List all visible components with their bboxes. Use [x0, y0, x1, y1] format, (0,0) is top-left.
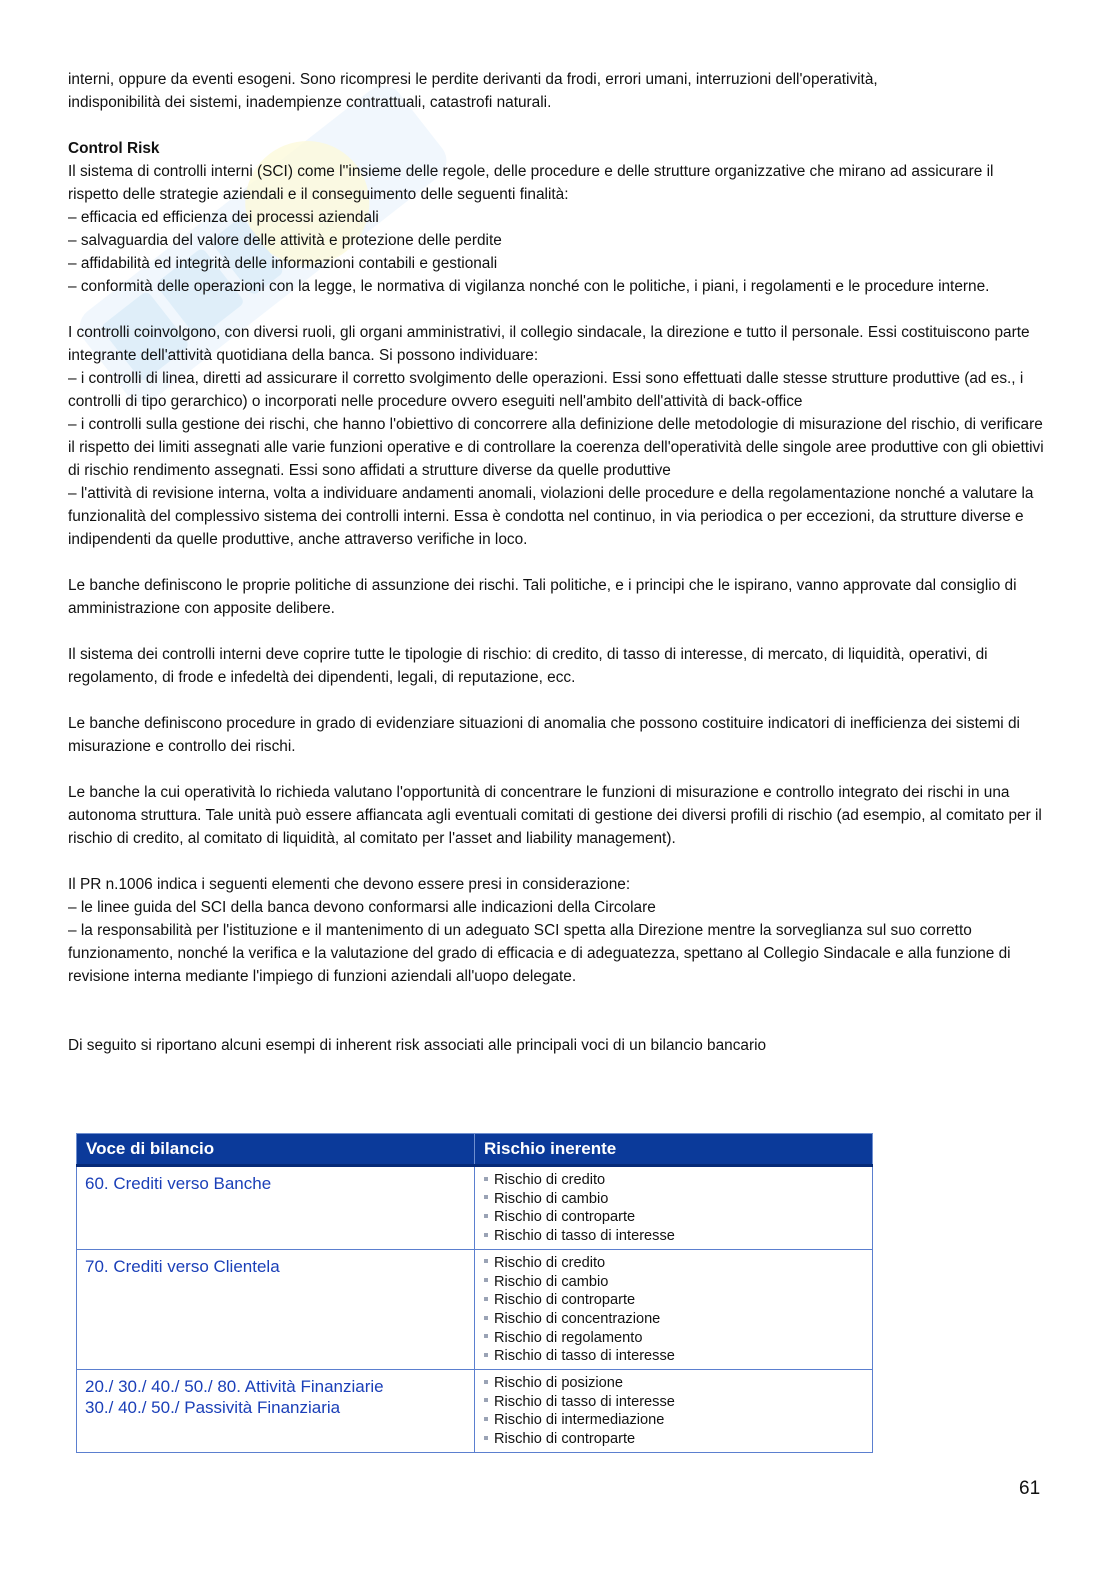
table-header-row — [77, 1134, 873, 1166]
paragraph: Il sistema di controlli interni (SCI) come l''insieme delle regole, delle procedure e delle strutture organizzative che mirano ad assicurare il rispetto delle strategie aziendali e il conseguimento delle seguenti finalità: — [68, 163, 994, 203]
risk-list — [483, 1374, 863, 1449]
voce-cell — [77, 1370, 475, 1453]
voce-label: 30./ 40./ 50./ Passività Finanziaria — [85, 1398, 341, 1418]
list-item: – i controlli sulla gestione dei rischi, che hanno l'obiettivo di concorrere alla definizione delle metodologie di misurazione del rischio, di verificare il rispetto dei limiti assegnati alle varie funzioni operative e di controllare la coerenza dell'operatività delle singole aree produttive con gli obiettivi di rischio rendimento assegnati. Essi sono affidati a strutture diverse da quelle produttive — [68, 416, 1044, 479]
paragraph: I controlli coinvolgono, con diversi ruoli, gli organi amministrativi, il collegio sindacale, la direzione e tutto il personale. Essi costituiscono parte integrante dell'attività quotidiana della banca. Si possono individuare: — [68, 324, 1030, 364]
risk-item: Rischio di cambio — [483, 1273, 863, 1292]
column-header-voce: Voce di bilancio — [77, 1134, 475, 1166]
list-item: – l'attività di revisione interna, volta a individuare andamenti anomali, violazioni delle procedure e della regolamentazione nonché a valutare la funzionalità del complessivo sistema dei controlli interni. Essa è condotta nel continuo, in via periodica o per eccezioni, da strutture diverse e indipendenti da quelle produttive, anche attraverso verifiche in loco. — [68, 485, 1034, 548]
list-item: – affidabilità ed integrità delle informazioni contabili e gestionali — [68, 255, 498, 272]
rischi-cell — [475, 1249, 873, 1369]
list-item: – le linee guida del SCI della banca devono conformarsi alle indicazioni della Circolare — [68, 899, 656, 916]
paragraph: Le banche la cui operatività lo richieda valutano l'opportunità di concentrare le funzioni di misurazione e controllo integrato dei rischi in una autonoma struttura. Tale unità può essere affiancata agli eventuali comitati di gestione dei diversi profili di rischio (ad esempio, al comitato per il rischio di credito, al comitato di liquidità, al comitato per l'asset and liability management). — [68, 784, 1042, 847]
risk-item: Rischio di concentrazione — [483, 1310, 863, 1329]
paragraph: Il sistema dei controlli interni deve coprire tutte le tipologie di rischio: di credito, di tasso di interesse, di mercato, di liquidità, operativi, di regolamento, di frode e infedeltà dei dipendenti, legali, di reputazione, ecc. — [68, 646, 988, 686]
risk-item: Rischio di credito — [483, 1171, 863, 1190]
risk-item: Rischio di tasso di interesse — [483, 1393, 863, 1412]
risk-item: Rischio di intermediazione — [483, 1411, 863, 1430]
risk-list — [483, 1254, 863, 1366]
paragraph-line: interni, oppure da eventi esogeni. Sono ricompresi le perdite derivanti da frodi, errori umani, interruzioni dell'operatività, — [68, 71, 878, 88]
list-item: – conformità delle operazioni con la legge, le normativa di vigilanza nonché con le politiche, i piani, i regolamenti e le procedure interne. — [68, 278, 990, 295]
risk-item: Rischio di cambio — [483, 1190, 863, 1209]
paragraph: Il PR n.1006 indica i seguenti elementi che devono essere presi in considerazione: — [68, 876, 631, 893]
table-row — [77, 1370, 873, 1453]
risk-item: Rischio di controparte — [483, 1430, 863, 1449]
list-item: – i controlli di linea, diretti ad assicurare il corretto svolgimento delle operazioni. Essi sono effettuati dalle stesse strutture produttive (ad es., i controlli di tipo gerarchico) o incorporati nelle procedure ovvero eseguiti nell'ambito dell'attività di back-office — [68, 370, 1024, 410]
voce-cell — [77, 1249, 475, 1369]
voce-label: 60. Crediti verso Banche — [85, 1174, 272, 1193]
risk-item: Rischio di posizione — [483, 1374, 863, 1393]
document-body — [68, 68, 1048, 1057]
paragraph: Le banche definiscono procedure in grado di evidenziare situazioni di anomalia che possono costituire indicatori di inefficienza dei sistemi di misurazione e controllo dei rischi. — [68, 715, 1020, 755]
risk-item: Rischio di controparte — [483, 1291, 863, 1310]
voce-cell — [77, 1166, 475, 1250]
paragraph: Le banche definiscono le proprie politiche di assunzione dei rischi. Tali politiche, e i principi che le ispirano, vanno approvate dal consiglio di amministrazione con apposite delibere. — [68, 577, 1017, 617]
section-heading: Control Risk — [68, 140, 160, 157]
risk-item: Rischio di controparte — [483, 1208, 863, 1227]
table-row — [77, 1166, 873, 1250]
paragraph-line: indisponibilità dei sistemi, inadempienze contrattuali, catastrofi naturali. — [68, 94, 552, 111]
voce-label: 70. Crediti verso Clientela — [85, 1256, 280, 1276]
table-caption: Di seguito si riportano alcuni esempi di inherent risk associati alle principali voci di un bilancio bancario — [68, 1037, 767, 1054]
rischi-cell — [475, 1370, 873, 1453]
page-number: 61 — [1019, 1478, 1041, 1499]
column-header-rischio: Rischio inerente — [475, 1134, 873, 1166]
risk-item: Rischio di credito — [483, 1254, 863, 1273]
rischi-cell — [475, 1166, 873, 1250]
risk-item: Rischio di tasso di interesse — [483, 1227, 863, 1246]
list-item: – la responsabilità per l'istituzione e il mantenimento di un adeguato SCI spetta alla Direzione mentre la sorveglianza sul suo corretto funzionamento, nonché la verifica e la valutazione del grado di efficacia e di adeguatezza, spettano al Collegio Sindacale e alla funzione di revisione interna mediante l'impiego di funzioni aziendali all'uopo delegate. — [68, 922, 1011, 985]
risk-item: Rischio di regolamento — [483, 1329, 863, 1348]
table-row — [77, 1249, 873, 1369]
risk-item: Rischio di tasso di interesse — [483, 1347, 863, 1366]
inherent-risk-table — [76, 1133, 873, 1453]
risk-list — [483, 1171, 863, 1246]
voce-label: 20./ 30./ 40./ 50./ 80. Attività Finanziarie — [85, 1377, 384, 1397]
list-item: – salvaguardia del valore delle attività e protezione delle perdite — [68, 232, 502, 249]
list-item: – efficacia ed efficienza dei processi aziendali — [68, 209, 379, 226]
